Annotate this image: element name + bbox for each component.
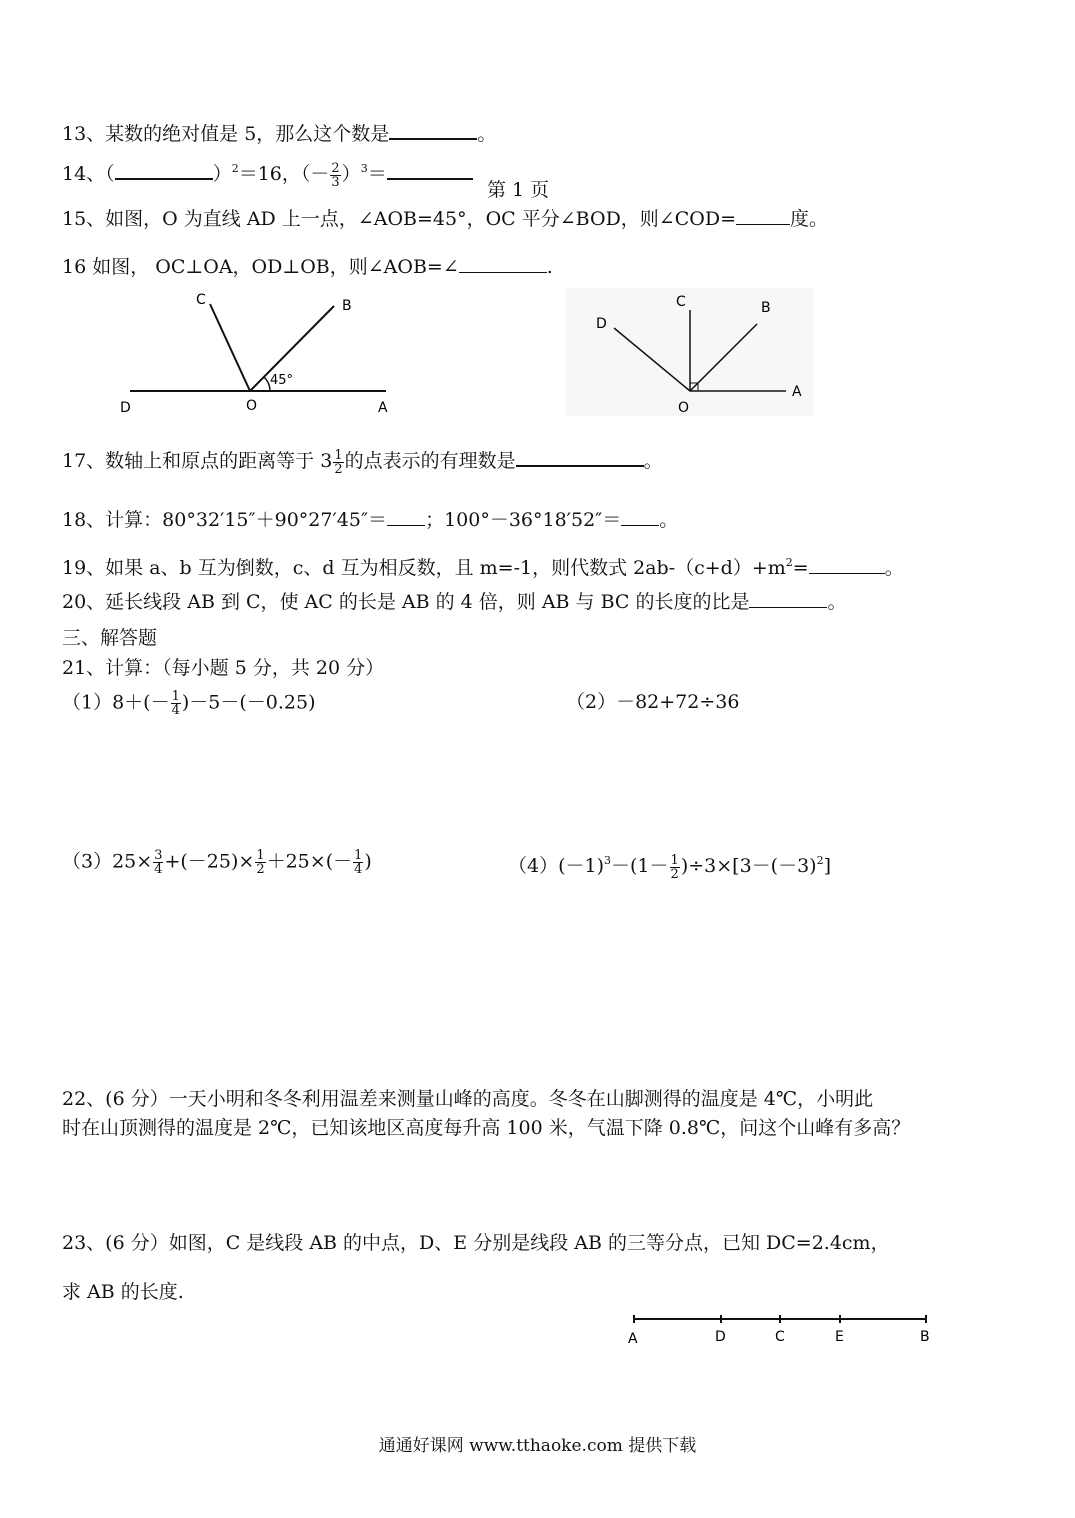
q14-exp3: 3 [360,162,368,175]
question-23-line-2: 求 AB 的长度. [62,1281,184,1303]
q21-part-3 [62,849,372,876]
q21-p3-d2: 2 [256,862,265,877]
q13-text: 13、某数的绝对值是 5，那么这个数是 [62,123,390,145]
fig2-label-c: C [676,294,686,310]
q21-p3-d3: 4 [354,862,363,877]
fig3-label-e: E [835,1329,844,1345]
figure-angle-aob-45 [110,288,410,416]
q21-p3-d1: 4 [154,862,163,877]
q21-p3-d: ) [364,850,372,873]
q21-p3-n1: 3 [154,848,163,863]
q21-p3-n3: 1 [354,848,363,863]
q21-p4-num: 1 [670,852,679,868]
q21-p1-den: 4 [171,703,180,718]
question-15 [62,206,828,231]
q16-end: . [546,256,553,278]
q17-answer-blank[interactable] [516,447,644,467]
q14-frac-den: 3 [331,174,340,190]
question-20 [62,589,847,614]
q14-close: ） [341,163,361,185]
q21-p1-b: )－5－(－0.25) [181,691,316,714]
figure-perpendicular-angles [566,288,814,416]
q21-p4-d: ] [823,855,831,877]
q17-after: 的点表示的有理数是 [344,450,516,472]
q15-answer-blank[interactable] [736,206,790,225]
fig1-label-b: B [342,298,352,314]
q15-end: 度。 [790,208,829,230]
q21-p1-a: （1）8＋(－ [62,691,170,714]
q14-mid: ） [212,163,232,185]
q14-frac-num: 2 [331,160,340,176]
q21-p3-c: ＋25×(－ [266,850,353,873]
fig2-label-b: B [761,300,771,316]
question-21-title: 21、计算：（每小题 5 分，共 20 分） [62,657,385,679]
q13-answer-blank[interactable] [389,120,477,140]
q21-p4-b: －(1－ [611,855,669,877]
q17-frac-num: 1 [334,447,343,463]
question-16 [62,254,553,279]
fig2-label-o: O [678,400,690,416]
question-17 [62,447,663,476]
q21-part-2: （2）－82+72÷36 [566,691,740,713]
fig3-label-c: C [775,1329,785,1345]
q20-answer-blank[interactable] [749,589,827,608]
footer-credit: 通通好课网 www.tthaoke.com 提供下载 [378,1436,697,1456]
q21-p1-num: 1 [171,689,180,704]
q14-exp2: 2 [231,162,239,175]
q21-p3-fraction-2 [255,849,265,876]
q13-end: 。 [477,123,497,145]
fig2-label-a: A [792,384,802,400]
fig3-label-a: A [628,1331,638,1347]
q21-p3-b: +(－25)× [164,850,255,873]
section-heading-3: 三、解答题 [62,627,158,649]
q21-p3-fraction-3 [353,849,363,876]
q14-answer-blank-1[interactable] [115,160,213,180]
q21-p1-fraction [171,690,181,717]
fig1-label-c: C [196,292,206,308]
question-18 [62,507,678,532]
q18-answer-blank-1[interactable] [387,507,425,526]
q19-end: 。 [884,557,904,579]
q14-end: ＝ [367,163,387,185]
q18-text: 18、计算：80°32′15″＋90°27′45″＝ [62,509,388,531]
q17-text: 17、数轴上和原点的距离等于 3 [62,450,333,472]
q20-text: 20、延长线段 AB 到 C，使 AC 的长是 AB 的 4 倍，则 AB 与 BC 的长度的比是 [62,591,750,613]
q21-p4-e1: 3 [604,854,612,867]
q19-eq: = [792,557,809,579]
q17-end: 。 [643,450,663,472]
fig2-label-d: D [596,316,607,332]
fig3-label-b: B [920,1329,930,1345]
q21-p3-a: （3）25× [62,850,153,873]
q14-prefix: 14、（ [62,163,115,185]
q16-answer-blank[interactable] [459,254,547,273]
q18-end: 。 [659,509,679,531]
fig1-label-o: O [246,398,258,414]
q18-sep: ；100°－36°18′52″＝ [425,509,622,531]
q19-exp: 2 [785,556,793,569]
fig3-label-d: D [715,1329,726,1345]
q21-p4-fraction [670,854,680,881]
question-23-line-1: 23、(6 分）如图，C 是线段 AB 的中点，D、E 分别是线段 AB 的三等分点，已知 DC=2.4cm， [62,1232,890,1254]
q21-p4-c: )÷3×[3－(－3) [680,855,817,877]
q21-part-4 [508,849,831,881]
fig1-label-a: A [378,400,388,416]
question-22-line-1: 22、(6 分）一天小明和冬冬利用温差来测量山峰的高度。冬冬在山脚测得的温度是 4℃，小明此 [62,1088,874,1110]
q21-p4-den: 2 [670,866,679,882]
q17-fraction [333,449,343,476]
q19-text: 19、如果 a、b 互为倒数，c、d 互为相反数，且 m=-1，则代数式 2ab-（c+d）+m [62,557,786,579]
q15-text: 15、如图，O 为直线 AD 上一点，∠AOB=45°，OC 平分∠BOD，则∠COD= [62,208,736,230]
q16-text: 16 如图， OC⊥OA，OD⊥OB，则∠AOB=∠ [62,256,459,278]
q21-p4-e2: 2 [816,854,824,867]
q21-p4-a: （4）(－1) [508,855,605,877]
q21-p3-n2: 1 [256,848,265,863]
q14-eq: ＝16，（－ [238,163,330,185]
q17-frac-den: 2 [334,461,343,477]
fig1-label-d: D [120,400,131,416]
q21-part-1 [62,690,316,717]
figure-segment-ab [620,1305,940,1355]
q21-p3-fraction-1 [153,849,163,876]
q18-answer-blank-2[interactable] [621,507,659,526]
page-number: 第 1 页 [487,179,550,201]
q20-end: 。 [827,591,847,613]
question-13 [62,120,496,146]
q14-answer-blank-2[interactable] [387,160,473,180]
fig1-label-angle: 45° [270,373,294,388]
question-22-line-2: 时在山顶测得的温度是 2℃，已知该地区高度每升高 100 米，气温下降 0.8℃，问这个山峰有多高？ [62,1117,911,1139]
question-14 [62,157,473,189]
q19-answer-blank[interactable] [809,555,885,574]
question-19 [62,551,904,580]
q14-fraction [330,162,340,189]
